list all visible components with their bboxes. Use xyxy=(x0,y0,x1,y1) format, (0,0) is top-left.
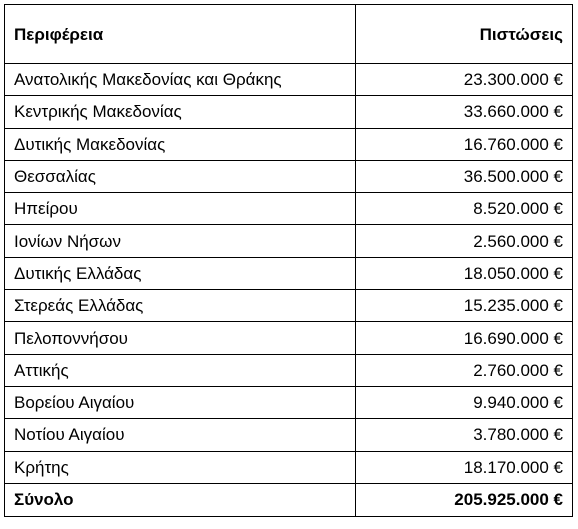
total-row xyxy=(5,483,573,516)
table-row xyxy=(5,322,573,354)
table-row xyxy=(5,96,573,128)
region-cell: Δυτικής Μακεδονίας xyxy=(5,128,356,160)
table-row xyxy=(5,419,573,451)
table-row xyxy=(5,160,573,192)
region-cell: Βορείου Αιγαίου xyxy=(5,386,356,418)
credits-cell: 9.940.000 € xyxy=(356,386,573,418)
region-cell: Θεσσαλίας xyxy=(5,160,356,192)
total-label: Σύνολο xyxy=(5,483,356,516)
credits-cell: 16.690.000 € xyxy=(356,322,573,354)
table-row xyxy=(5,354,573,386)
table-row xyxy=(5,64,573,96)
credits-cell: 33.660.000 € xyxy=(356,96,573,128)
region-cell: Ανατολικής Μακεδονίας και Θράκης xyxy=(5,64,356,96)
table-row xyxy=(5,128,573,160)
header-row xyxy=(5,5,573,64)
total-amount: 205.925.000 € xyxy=(356,483,573,516)
credits-cell: 2.760.000 € xyxy=(356,354,573,386)
region-cell: Ηπείρου xyxy=(5,193,356,225)
region-cell: Αττικής xyxy=(5,354,356,386)
column-header-credits: Πιστώσεις xyxy=(356,5,573,64)
region-cell: Στερεάς Ελλάδας xyxy=(5,290,356,322)
region-cell: Κεντρικής Μακεδονίας xyxy=(5,96,356,128)
credits-table xyxy=(4,4,573,517)
credits-cell: 23.300.000 € xyxy=(356,64,573,96)
region-cell: Ιονίων Νήσων xyxy=(5,225,356,257)
credits-cell: 15.235.000 € xyxy=(356,290,573,322)
credits-cell: 36.500.000 € xyxy=(356,160,573,192)
table-row xyxy=(5,386,573,418)
column-header-region: Περιφέρεια xyxy=(5,5,356,64)
credits-cell: 18.050.000 € xyxy=(356,257,573,289)
table-row xyxy=(5,193,573,225)
credits-cell: 8.520.000 € xyxy=(356,193,573,225)
table-row xyxy=(5,257,573,289)
credits-cell: 16.760.000 € xyxy=(356,128,573,160)
region-cell: Πελοποννήσου xyxy=(5,322,356,354)
credits-cell: 18.170.000 € xyxy=(356,451,573,483)
region-cell: Δυτικής Ελλάδας xyxy=(5,257,356,289)
credits-cell: 3.780.000 € xyxy=(356,419,573,451)
table-row xyxy=(5,451,573,483)
region-cell: Νοτίου Αιγαίου xyxy=(5,419,356,451)
credits-cell: 2.560.000 € xyxy=(356,225,573,257)
table-row xyxy=(5,290,573,322)
region-cell: Κρήτης xyxy=(5,451,356,483)
table-row xyxy=(5,225,573,257)
